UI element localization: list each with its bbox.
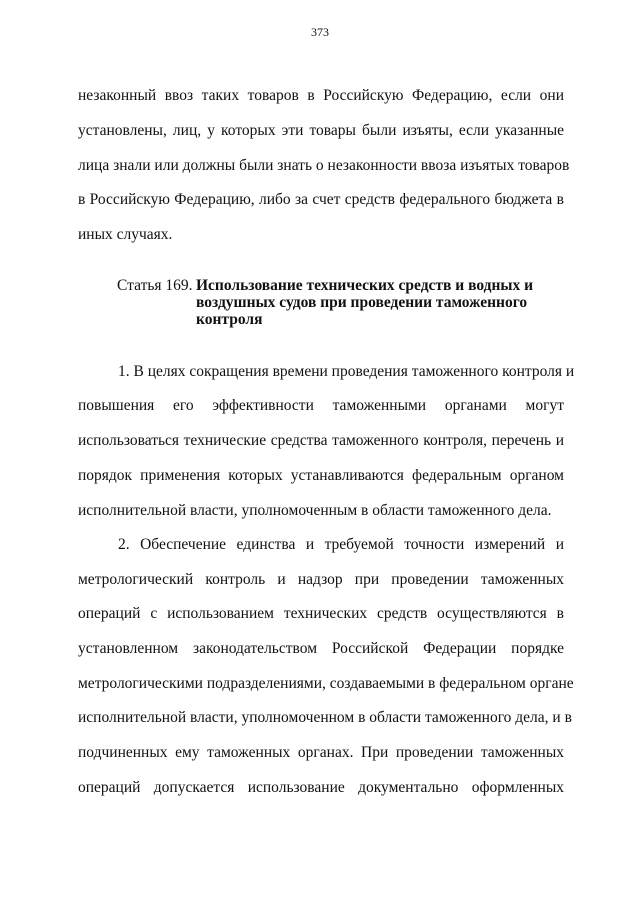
paragraph-line: 1. В целях сокращения времени проведения таможенного контроля и bbox=[118, 363, 575, 380]
intro-line: установлены, лиц, у которых эти товары были изъяты, если указанные bbox=[78, 122, 564, 139]
paragraph-line: установленном законодательством Российской Федерации порядке bbox=[78, 640, 564, 657]
intro-line: иных случаях. bbox=[78, 226, 173, 243]
paragraph-line: использоваться технические средства таможенного контроля, перечень и bbox=[78, 432, 564, 449]
article-number: Статья 169. bbox=[117, 277, 193, 294]
paragraph-line: порядок применения которых устанавливаются федеральным органом bbox=[78, 467, 564, 484]
intro-line: незаконный ввоз таких товаров в Российскую Федерацию, если они bbox=[78, 87, 564, 104]
paragraph-line: исполнительной власти, уполномоченным в области таможенного дела. bbox=[78, 502, 552, 519]
article-title-line: воздушных судов при проведении таможенного bbox=[196, 294, 528, 311]
paragraph-line: 2. Обеспечение единства и требуемой точности измерений и bbox=[118, 536, 564, 553]
article-title-line: Использование технических средств и водных и bbox=[196, 277, 534, 294]
paragraph-line: повышения его эффективности таможенными органами могут bbox=[78, 397, 564, 414]
page-number: 373 bbox=[311, 25, 329, 39]
intro-line: в Российскую Федерацию, либо за счет средств федерального бюджета в bbox=[78, 191, 564, 208]
article-title-line: контроля bbox=[196, 311, 263, 328]
paragraph-line: исполнительной власти, уполномоченном в области таможенного дела, и в bbox=[78, 709, 572, 726]
paragraph-line: операций с использованием технических средств осуществляются в bbox=[78, 605, 564, 622]
paragraph-line: операций допускается использование документально оформленных bbox=[78, 779, 564, 796]
paragraph-line: подчиненных ему таможенных органах. При проведении таможенных bbox=[78, 744, 564, 761]
intro-line: лица знали или должны были знать о незаконности ввоза изъятых товаров bbox=[78, 157, 570, 174]
paragraph-line: метрологический контроль и надзор при проведении таможенных bbox=[78, 571, 564, 588]
paragraph-line: метрологическими подразделениями, создаваемыми в федеральном органе bbox=[78, 675, 574, 692]
